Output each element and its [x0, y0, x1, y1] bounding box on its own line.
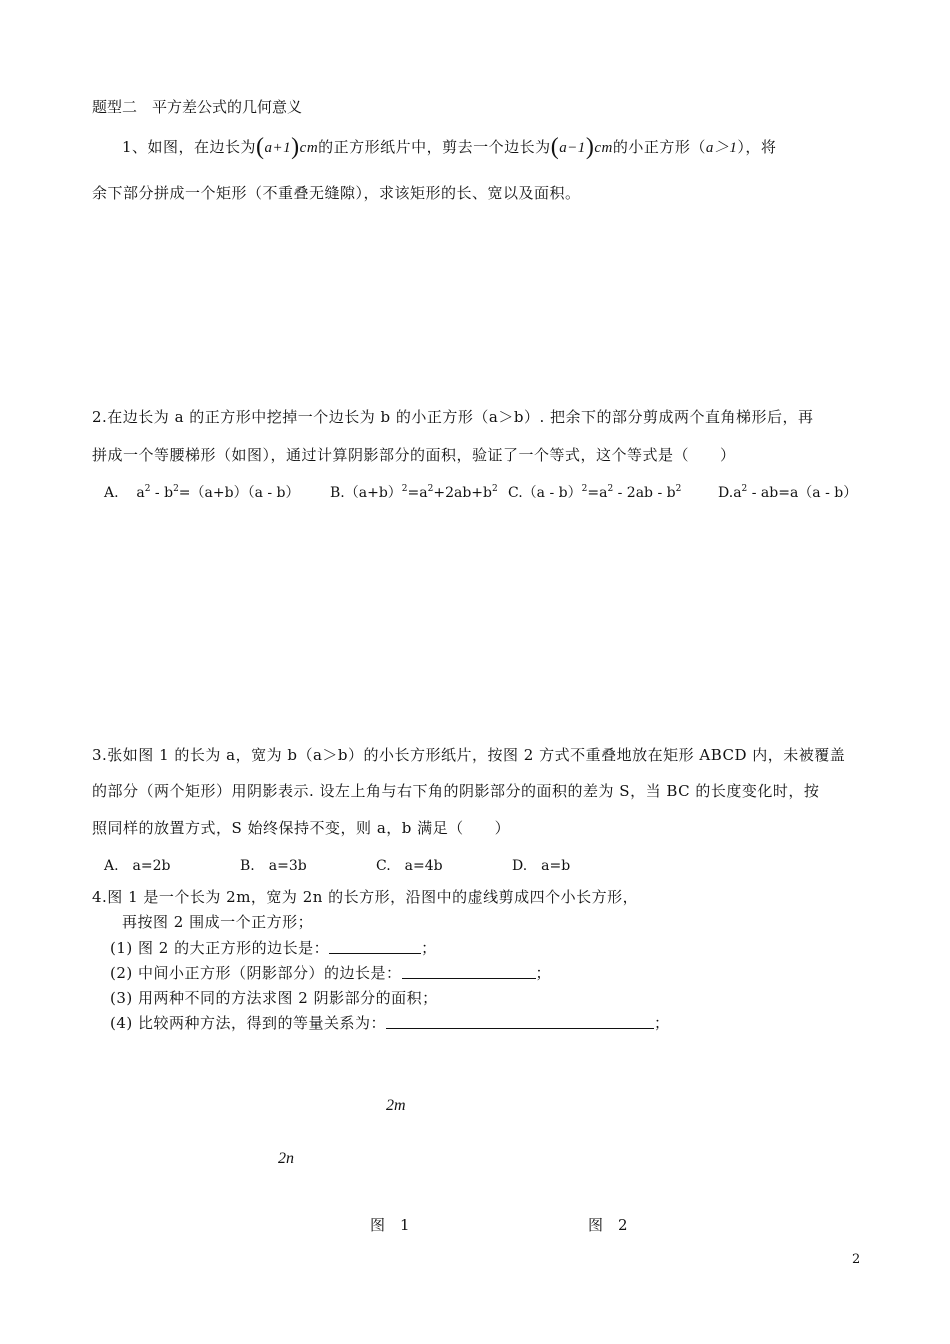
answer-blank-1[interactable]: [329, 939, 421, 954]
q1-paren-close: ): [291, 134, 300, 160]
figure-label-2n: 2n: [278, 1150, 294, 1167]
q1-expr2: a−1: [559, 140, 586, 156]
question-4-line-1: 4.图 1 是一个长为 2m，宽为 2n 的长方形，沿图中的虚线剪成四个小长方形，: [92, 888, 639, 906]
q3-option-b: B. a=3b: [240, 858, 307, 874]
question-3-line-2: 的部分（两个矩形）用阴影表示. 设左上角与右下角的阴影部分的面积的差为 S，当 BC 的长度变化时，按: [92, 782, 820, 800]
q1-paren2-close: ): [585, 134, 595, 160]
q1-prefix: 1、如图，在边长为: [122, 138, 257, 156]
question-3-line-1: 3.张如图 1 的长为 a，宽为 b（a＞b）的小长方形纸片，按图 2 方式不重叠地放在矩形 ABCD 内，未被覆盖: [92, 746, 846, 764]
answer-blank-4[interactable]: [386, 1014, 654, 1029]
q1-paren2-open: (: [550, 134, 560, 160]
q4-sub-1: (1) 图 2 的大正方形的边长是： ；: [110, 939, 437, 957]
q1-expr1: a+1: [264, 140, 292, 156]
q1-end: ），将: [737, 138, 777, 156]
q1-unit2: cm: [594, 140, 613, 156]
q1-paren-open: (: [256, 134, 265, 160]
q2-option-d: $D.a^2 - ab=a(a - b)$: [718, 484, 858, 501]
figure-caption-2: 图 2: [588, 1216, 628, 1234]
figure-label-2m: 2m: [386, 1097, 406, 1114]
q3-option-d: D. a=b: [512, 858, 571, 874]
q1-after: 的小正方形（: [612, 138, 706, 156]
question-1-line-1: [122, 134, 776, 161]
q3-option-c: C. a=4b: [376, 858, 443, 874]
question-2-line-1: 2.在边长为 a 的正方形中挖掉一个边长为 b 的小正方形（a＞b）. 把余下的部分剪成两个直角梯形后，再: [92, 408, 814, 426]
section-title: 题型二 平方差公式的几何意义: [92, 98, 303, 116]
q2-option-c: $C.(a - b)^2=a^2 - 2ab - b^2$: [508, 484, 682, 501]
q1-mid: 的正方形纸片中，剪去一个边长为: [318, 138, 551, 156]
figure-caption-1: 图 1: [370, 1216, 410, 1234]
question-3-line-3: 照同样的放置方式，S 始终保持不变，则 a，b 满足（ ）: [92, 819, 511, 837]
q4-sub-3: (3) 用两种不同的方法求图 2 阴影部分的面积；: [110, 989, 438, 1007]
q4-sub-4: (4) 比较两种方法，得到的等量关系为： ；: [110, 1014, 670, 1032]
answer-blank-2[interactable]: [402, 964, 536, 979]
q4-sub-2: (2) 中间小正方形（阴影部分）的边长是： ；: [110, 964, 552, 982]
q3-option-a: A. a=2b: [104, 858, 171, 874]
question-4-line-2: 再按图 2 围成一个正方形；: [122, 913, 314, 931]
q2-option-a: A. $a^2 - b^2=(a+b)(a - b)$: [104, 484, 300, 501]
q1-condition: a＞1: [705, 140, 738, 156]
q1-unit1: cm: [299, 140, 319, 156]
question-1-line-2: 余下部分拼成一个矩形（不重叠无缝隙），求该矩形的长、宽以及面积。: [92, 184, 581, 202]
question-2-line-2: 拼成一个等腰梯形（如图），通过计算阴影部分的面积，验证了一个等式，这个等式是（ ）: [92, 446, 736, 464]
page-number: 2: [852, 1252, 861, 1267]
q2-option-b: $B.(a+b)^2=a^2+2ab+b^2$: [330, 484, 498, 501]
